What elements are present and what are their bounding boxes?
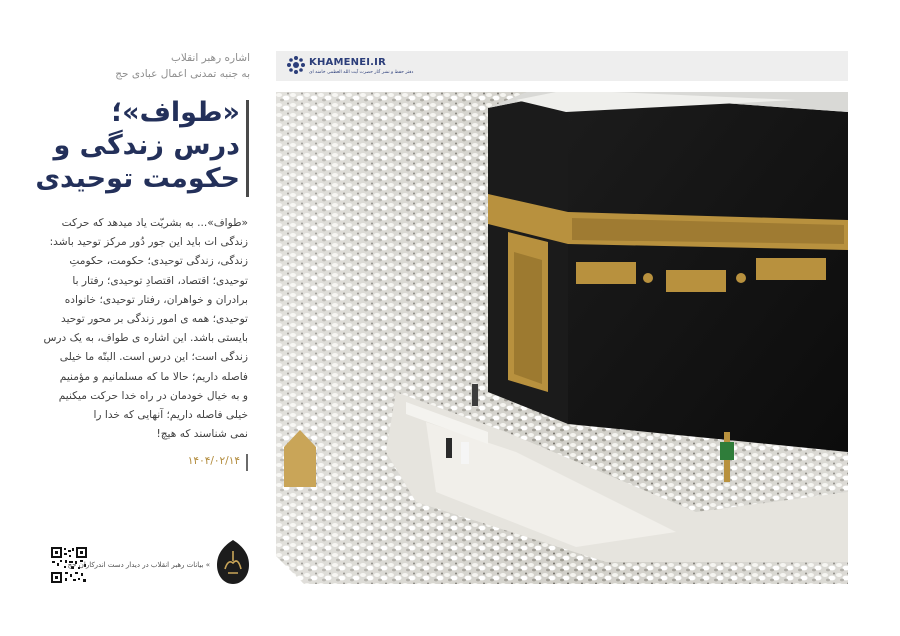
body-line: توحیدی؛ همه ی امور زندگی بر محور توحید [61,313,248,326]
page-title [30,96,240,195]
logo-subtitle: دفتر حفظ و نشر آثار حضرت آیت الله العظمی خامنه ای [309,70,414,75]
khamenei-logo-icon [286,55,306,75]
quote-body [36,214,248,444]
body-line: «طواف»... به بشریّت یاد میدهد که حرکت [61,217,248,229]
title-line-1: «طواف»؛ [111,97,240,128]
body-line: نمی شناسند که هیچ! [156,428,248,441]
publish-date: ۱۴۰۴/۰۲/۱۴ [187,455,240,467]
leader-emblem-icon [216,539,250,585]
subtitle-line-2: به جنبه تمدنی اعمال عبادی حج [115,68,250,80]
body-line: زندگی، زندگی توحیدی؛ حکومت، حکومتِ [69,255,248,268]
subtitle [40,50,250,82]
source-caption: » بیانات رهبر انقلاب در دیدار دست اندرکاران حج [67,561,210,569]
kaaba-photo [276,92,848,584]
subtitle-line-1: اشاره رهبر انقلاب [170,52,250,64]
date-accent-bar [246,454,248,471]
body-line: و به خیال خودمان در راه خدا حرکت میکنیم [58,389,248,402]
photo-corner-cut [276,556,304,584]
body-line: خیلی فاصله داریم؛ آنهایی که خدا را [93,409,248,422]
body-line: زندگی ات باید این جور دُور مرکز توحید باشد: [49,236,248,249]
body-line: توحیدی؛ اقتصاد، اقتصادِ توحیدی؛ رفتار با [72,274,248,287]
body-line: فاصله داریم؛ حالا ما که مسلمانیم و مؤمنیم [59,370,248,383]
logo-wordmark[interactable]: KHAMENEI.IR [309,57,386,68]
body-line: زندگی است؛ این درس است. البتّه ما خیلی [59,351,248,364]
body-line: برادران و خواهران، رفتار توحیدی؛ خانواده [64,293,248,306]
body-line: بایستی باشد. این اشاره ی طواف، به یک درس [43,332,248,345]
title-accent-bar [246,100,249,197]
title-line-2: درس زندگی و [53,130,240,161]
title-line-3: حکومت توحیدی [35,163,240,194]
